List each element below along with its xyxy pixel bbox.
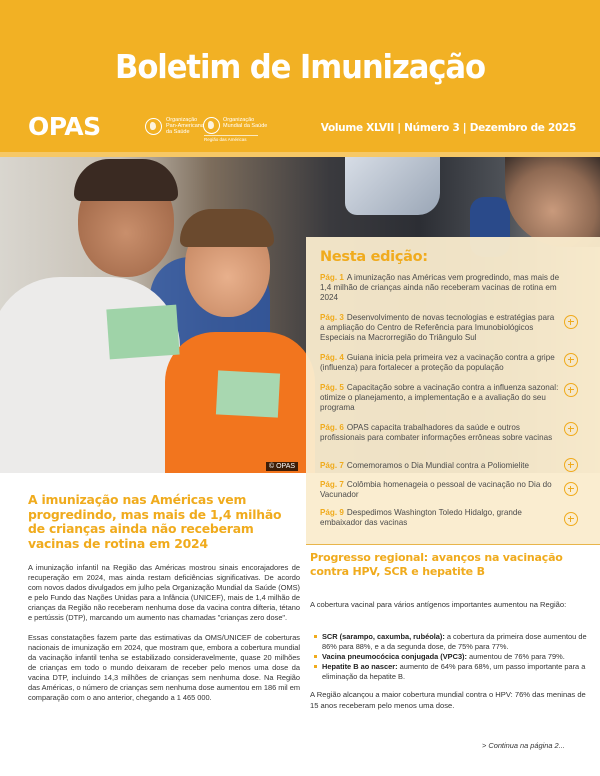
expand-plus-icon[interactable] xyxy=(564,482,578,496)
photo-credit: © OPAS xyxy=(266,462,298,471)
toc-page-number: Pág. 4 xyxy=(320,353,344,362)
photo-bus-window xyxy=(345,157,440,215)
toc-page-number: Pág. 3 xyxy=(320,313,344,322)
paho-org-name xyxy=(166,117,204,135)
photo-vaccination-card xyxy=(106,305,179,360)
bullet-term: Hepatite B ao nascer: xyxy=(322,662,398,671)
paragraph: Essas constatações fazem parte das estimativas da OMS/UNICEF de coberturas nacionais de imunização em 2024, que mostram que, embora a cobertura mundial da vacinação infantil tenha se estabilizado consideravelmente, quase 20 milhões de crianças em todo o mundo deixaram de receber pelo menos uma dose da vacina DTP, incluindo 14,3 milhões de crianças sem nenhuma dose. Na Região das Américas, o número de crianças sem nenhuma dose aumentou em 186 mil em comparação com o ano anterior, chegando a 1 465 000. xyxy=(28,633,300,702)
regional-progress-intro: A cobertura vacinal para vários antígenos importantes aumentou na Região: xyxy=(310,600,567,609)
toc-item-text: Capacitação sobre a vacinação contra a influenza sazonal: otimize o planejamento, a implementação e a avaliação do seu programa xyxy=(320,383,559,412)
lead-article-body xyxy=(28,563,300,713)
regional-progress-headline: Progresso regional: avanços na vacinação contra HPV, SCR e hepatite B xyxy=(310,551,563,578)
toc-item[interactable] xyxy=(320,508,560,528)
expand-plus-icon[interactable] xyxy=(564,383,578,397)
toc-page-number: Pág. 5 xyxy=(320,383,344,392)
toc-item-text: Despedimos Washington Toledo Hidalgo, grande embaixador das vacinas xyxy=(320,508,522,527)
photo-child-1-hair xyxy=(74,159,178,201)
toc-page-number: Pág. 1 xyxy=(320,273,344,282)
bullet-term: SCR (sarampo, caxumba, rubéola): xyxy=(322,632,445,641)
list-item xyxy=(322,662,592,682)
toc-item-text: Desenvolvimento de novas tecnologias e estratégias para a ampliação do Centro de Referência para Imunobiológicos Especiais na Macrorregião do Triângulo Sul xyxy=(320,313,555,342)
org-line: Organização xyxy=(166,117,198,123)
paragraph: A imunização infantil na Região das Américas mostrou sinais encorajadores de recuperação em 2024, mas ainda restam deficiências significativas. De acordo com novos dados divulgados em julho pela Organização Mundial da Saúde (OMS) e pelo Fundo das Nações Unidas para a Infância (UNICEF), mais de 1,4 milhão de crianças da Região não receberam nenhuma dose da vacina contra difteria, tétano e pertússis (DTP), marcando um aumento nas chamadas "crianças zero dose". xyxy=(28,563,300,622)
org-line: Pan-Americana xyxy=(166,123,204,129)
in-this-issue-box xyxy=(306,237,600,545)
toc-item-text: OPAS capacita trabalhadores da saúde e outros profissionais para combater informações errôneas sobre vacinas xyxy=(320,423,553,442)
issue-info: Volume XLVII | Número 3 | Dezembro de 2025 xyxy=(320,122,576,134)
who-emblem-icon xyxy=(203,117,220,134)
photo-child-2-hair xyxy=(180,209,274,247)
expand-plus-icon[interactable] xyxy=(564,422,578,436)
toc-page-number: Pág. 7 xyxy=(320,480,344,489)
photo-health-worker xyxy=(505,157,600,247)
masthead xyxy=(0,0,600,152)
bulletin-title: Boletim de Imunização xyxy=(115,47,485,86)
region-label: Região das Américas xyxy=(204,135,258,142)
toc-item-text: Comemoramos o Dia Mundial contra a Poliomielite xyxy=(346,461,530,470)
toc-item[interactable] xyxy=(320,273,560,303)
toc-item[interactable] xyxy=(320,353,560,373)
paho-emblem-icon xyxy=(145,118,162,135)
expand-plus-icon[interactable] xyxy=(564,458,578,472)
expand-plus-icon[interactable] xyxy=(564,315,578,329)
toc-page-number: Pág. 6 xyxy=(320,423,344,432)
bullet-text: a cobertura da primeira dose aumentou de 86% para 88%, e a da segunda dose, de 75% para 77%. xyxy=(322,632,587,651)
org-line: Organização xyxy=(223,117,255,123)
toc-item[interactable] xyxy=(320,423,560,443)
toc-page-number: Pág. 7 xyxy=(320,461,344,470)
opas-logo: OPAS xyxy=(28,112,101,141)
toc-item[interactable] xyxy=(320,383,560,413)
coverage-bullet-list xyxy=(322,632,592,682)
list-item xyxy=(322,632,592,652)
continue-link[interactable]: > Continua na página 2... xyxy=(482,741,565,750)
toc-page-number: Pág. 9 xyxy=(320,508,344,517)
toc-title: Nesta edição: xyxy=(320,249,428,265)
toc-item[interactable] xyxy=(320,313,560,343)
toc-item-text: Colômbia homenageia o pessoal de vacinação no Dia do Vacunador xyxy=(320,480,552,499)
expand-plus-icon[interactable] xyxy=(564,512,578,526)
expand-plus-icon[interactable] xyxy=(564,353,578,367)
photo-vaccination-card xyxy=(216,370,280,417)
toc-item-text: Guiana inicia pela primeira vez a vacinação contra a gripe (influenza) para fortalecer a proteção da população xyxy=(320,353,555,372)
list-item xyxy=(322,652,592,662)
toc-item-text: A imunização nas Américas vem progredindo, mas mais de 1,4 milhão de crianças ainda não receberam vacinas de rotina em 2024 xyxy=(320,273,560,302)
who-org-name xyxy=(223,117,267,129)
hpv-coverage-text: A Região alcançou a maior cobertura mundial contra o HPV: 76% das meninas de 15 anos receberam pelo menos uma dose. xyxy=(310,690,586,710)
org-line: Mundial da Saúde xyxy=(223,123,268,129)
bullet-text: aumento de 64% para 68%, um passo importante para a eliminação da hepatite B. xyxy=(322,662,586,681)
lead-article-headline: A imunização nas Américas vem progredindo, mas mais de 1,4 milhão de crianças ainda não receberam vacinas de rotina em 2024 xyxy=(28,492,282,551)
toc-item[interactable] xyxy=(320,461,560,471)
toc-item[interactable] xyxy=(320,480,560,500)
bullet-text: aumentou de 76% para 79%. xyxy=(466,652,565,661)
bullet-term: Vacina pneumocócica conjugada (VPC3): xyxy=(322,652,467,661)
org-line: da Saúde xyxy=(166,129,190,135)
